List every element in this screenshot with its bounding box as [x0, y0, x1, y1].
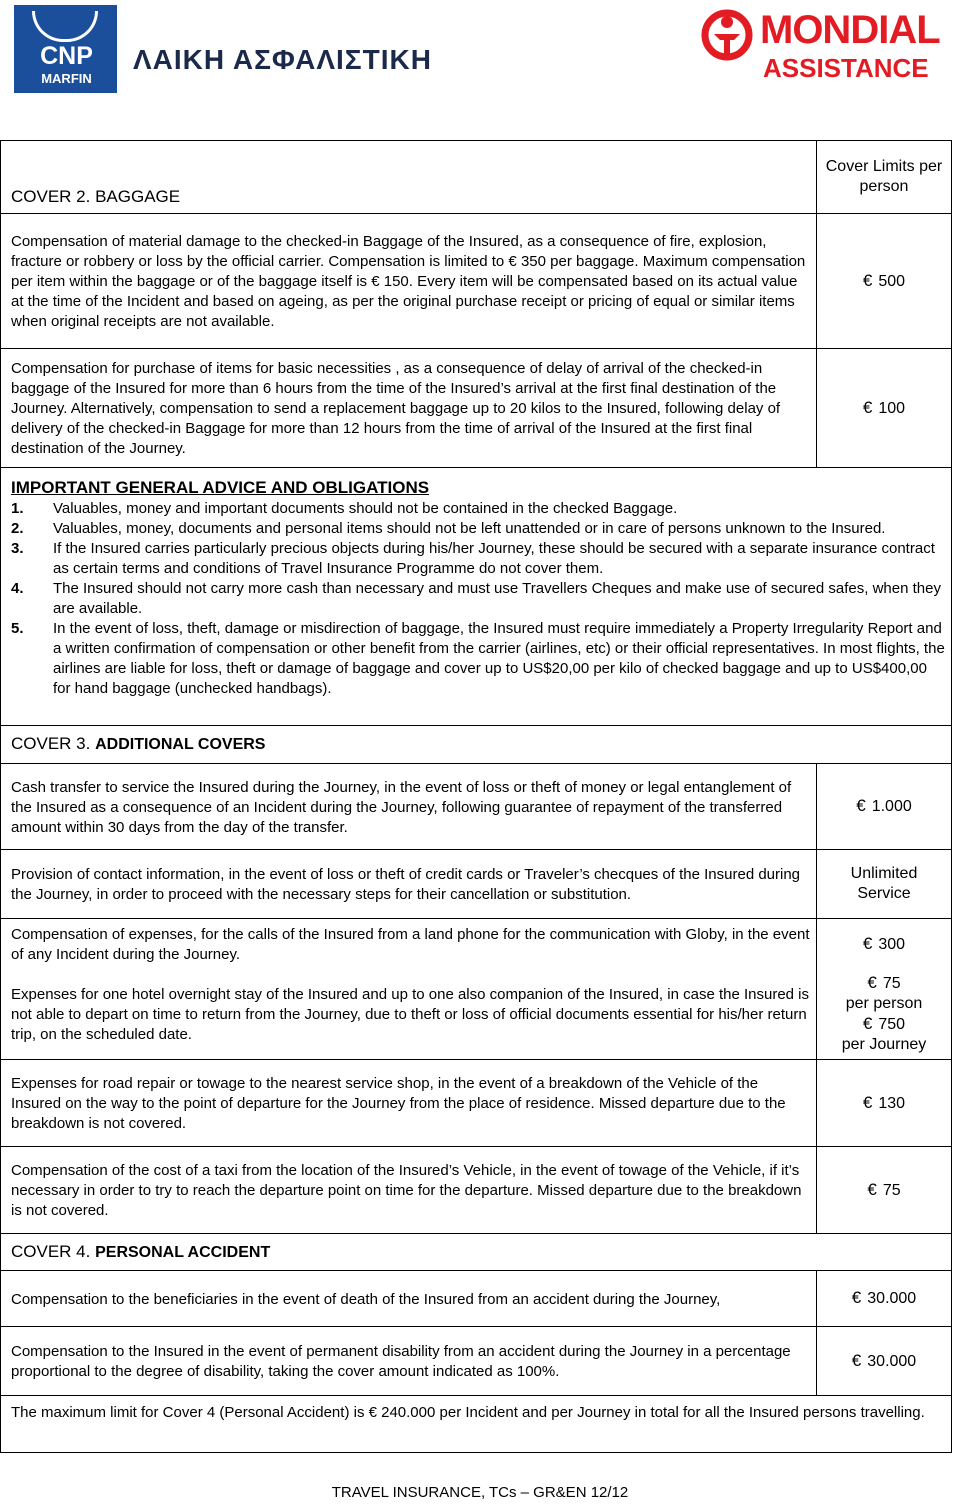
cnp-arc-icon — [32, 11, 98, 42]
table-row: Compensation to the beneficiaries in the event of death of the Insured from an accident during the Journey, € 30.000 — [1, 1270, 951, 1327]
euro-icon: € — [862, 270, 873, 290]
list-item: 5. In the event of loss, theft, damage or misdirection of baggage, the Insured must require immediately a Property Irregularity Report and a written confirmation of compensation or other benefit from the carrier (airlines, etc) or their official representatives. In most flights, the airlines are liable for loss, theft or damage of baggage and cover up to US$20,00 per kilo of checked baggage and up to US$400,00 for hand baggage (unchecked handbags). — [11, 620, 945, 697]
cover3-title-prefix: COVER 3. — [11, 734, 91, 753]
euro-icon: € — [851, 1350, 862, 1370]
euro-icon: € — [851, 1288, 862, 1307]
euro-icon: € — [862, 1092, 873, 1112]
cover-limits-header: Cover Limits per person — [825, 158, 943, 195]
page-header — [0, 0, 960, 100]
cover2-header-row — [1, 141, 951, 214]
cover2-row-amount: 100 — [878, 399, 906, 417]
table-row: Expenses for road repair or towage to the nearest service shop, in the event of a breakdown of the Vehicle of the Insured on the way to the point of departure for the Journey from the place of residence. Missed departure due to the breakdown is not covered. € 130 — [1, 1060, 951, 1147]
cover4-title-prefix: COVER 4. — [11, 1242, 91, 1261]
euro-icon: € — [856, 796, 866, 815]
table-row: Compensation of expenses, for the calls of the Insured from a land phone for the communication with Globy, in the event of any Incident during the Journey. € 300 — [1, 919, 951, 969]
cover3-row-text: Provision of contact information, in the event of loss or theft of credit cards or Traveler’s checques of the Insured during the Journey, in order to proceed with the necessary steps for their cancellation or substitution. — [1, 850, 817, 918]
advice-section — [1, 468, 951, 726]
table-row: Cash transfer to service the Insured during the Journey, in the event of loss or theft of money or legal entanglement of the Insured as a consequence of an Incident during the Journey, following guarantee of repayment of the transferred amount within 30 days from the day of the transfer. € 1.000 — [1, 764, 951, 850]
table-row: Expenses for one hotel overnight stay of the Insured and up to one also companion of the Insured, in case the Insured is not able to depart on time to return from the Journey, due to theft or loss of official documents essential for his/her return trip, on the scheduled date. € 75 per person € 750 per Journey — [1, 969, 951, 1060]
euro-icon: € — [867, 973, 877, 992]
cover2-row-text: Compensation for purchase of items for basic necessities , as a consequence of delay of arrival of the checked-in baggage of the Insured for more than 6 hours from the time of the Insured’s arrival at the first final destination of the Journey. Alternatively, compensation to send a replacement baggage up to 20 kilos to the Insured, following delay of delivery of the checked-in Baggage for more than 12 hours from the time of arrival of the Insured at the first final destination of the Journey. — [1, 349, 817, 467]
euro-icon: € — [867, 1179, 877, 1199]
max-limit-row — [1, 1396, 951, 1452]
cover3-title: ADDITIONAL COVERS — [95, 736, 266, 753]
table-row — [1, 349, 951, 468]
list-item: 3. If the Insured carries particularly precious objects during his/her Journey, these should be secured with a separate insurance contract as certain terms and conditions of Travel Insurance Programme do not cover them. — [11, 540, 935, 577]
table-row: Compensation of the cost of a taxi from the location of the Insured’s Vehicle, in the event of towage of the Vehicle, if it’s necessary in order to try to reach the departure point on time for the departure. Missed departure due to the breakdown is not covered. € 75 — [1, 1147, 951, 1234]
advice-title: IMPORTANT GENERAL ADVICE AND OBLIGATIONS — [11, 478, 430, 497]
cnp-logo-sub: MARFIN — [41, 71, 92, 86]
cover2-title: COVER 2. BAGGAGE — [11, 187, 181, 206]
list-item: 4. The Insured should not carry more cash than necessary and must use Travellers Cheques and make use of secured safes, when they are available. — [11, 580, 941, 617]
table-row — [1, 214, 951, 349]
cover-table — [0, 140, 952, 1453]
cnp-logo-text: CNP — [40, 42, 93, 70]
table-row: Compensation to the Insured in the event of permanent disability from an accident during the Journey in a percentage proportional to the degree of disability, taking the cover amount indicated as 100%. € 30.000 — [1, 1327, 951, 1396]
cover4-max-limit: The maximum limit for Cover 4 (Personal Accident) is € 240.000 per Incident and per Journey in total for all the Insured persons travelling. — [11, 1404, 925, 1421]
cover3-row-text: Cash transfer to service the Insured during the Journey, in the event of loss or theft of money or legal entanglement of the Insured as a consequence of an Incident during the Journey, following guarantee of repayment of the transferred amount within 30 days from the day of the transfer. — [1, 764, 817, 849]
cover4-row-text: Compensation to the Insured in the event of permanent disability from an accident during the Journey in a percentage proportional to the degree of disability, taking the cover amount indicated as 100%. — [1, 1327, 817, 1395]
cover3-row-text: Expenses for one hotel overnight stay of the Insured and up to one also companion of the Insured, in case the Insured is not able to depart on time to return from the Journey, due to theft or loss of official documents essential for his/her return trip, on the scheduled date. — [1, 969, 817, 1059]
cover4-header-row — [1, 1234, 951, 1270]
cover2-row-text: Compensation of material damage to the checked-in Baggage of the Insured, as a consequence of fire, explosion, fracture or robbery or loss by the official carrier. Compensation is limited to € 350 per baggage. Maximum compensation per item within the baggage or of the baggage itself is € 150. Every item will be compensated based on its actual value at the time of the Incident and based on ageing, as per the original purchase receipt or pricing of equal or similar items when original receipts are not available. — [1, 214, 817, 348]
cover3-header-row — [1, 726, 951, 764]
laiki-logo-text: ΛΑΙΚΗ ΑΣΦΑΛΙΣΤΙΚΗ — [133, 44, 432, 75]
euro-icon: € — [862, 397, 873, 417]
cover2-row-amount: 500 — [878, 272, 906, 290]
euro-icon: € — [862, 1014, 873, 1033]
mondial-logo-text: MONDIAL — [760, 8, 940, 52]
cover4-title: PERSONAL ACCIDENT — [95, 1244, 271, 1261]
list-item: 2. Valuables, money, documents and personal items should not be left unattended or in care of persons unknown to the Insured. — [11, 520, 886, 537]
cover3-row-text: Compensation of expenses, for the calls of the Insured from a land phone for the communication with Globy, in the event of any Incident during the Journey. — [1, 919, 817, 969]
euro-icon: € — [862, 933, 873, 953]
cover4-row-text: Compensation to the beneficiaries in the event of death of the Insured from an accident during the Journey, — [1, 1271, 817, 1326]
mondial-assistance-icon — [700, 8, 754, 62]
list-item: 1. Valuables, money and important documents should not be contained in the checked Baggage. — [11, 500, 678, 517]
cnp-marfin-logo — [14, 5, 117, 93]
assistance-logo-text: ASSISTANCE — [763, 53, 929, 83]
table-row: Provision of contact information, in the event of loss or theft of credit cards or Traveler’s checques of the Insured during the Journey, in order to proceed with the necessary steps for their cancellation or substitution. Unlimited Service — [1, 850, 951, 919]
page-footer: TRAVEL INSURANCE, TCs – GR&EN 12/12 — [331, 1484, 629, 1501]
cover3-row-text: Compensation of the cost of a taxi from the location of the Insured’s Vehicle, in the event of towage of the Vehicle, if it’s necessary in order to try to reach the departure point on time for the departure. Missed departure due to the breakdown is not covered. — [1, 1147, 817, 1233]
advice-list — [11, 499, 945, 699]
cover3-row-text: Expenses for road repair or towage to the nearest service shop, in the event of a breakdown of the Vehicle of the Insured on the way to the point of departure for the Journey from the place of residence. Missed departure due to the breakdown is not covered. — [1, 1060, 817, 1146]
